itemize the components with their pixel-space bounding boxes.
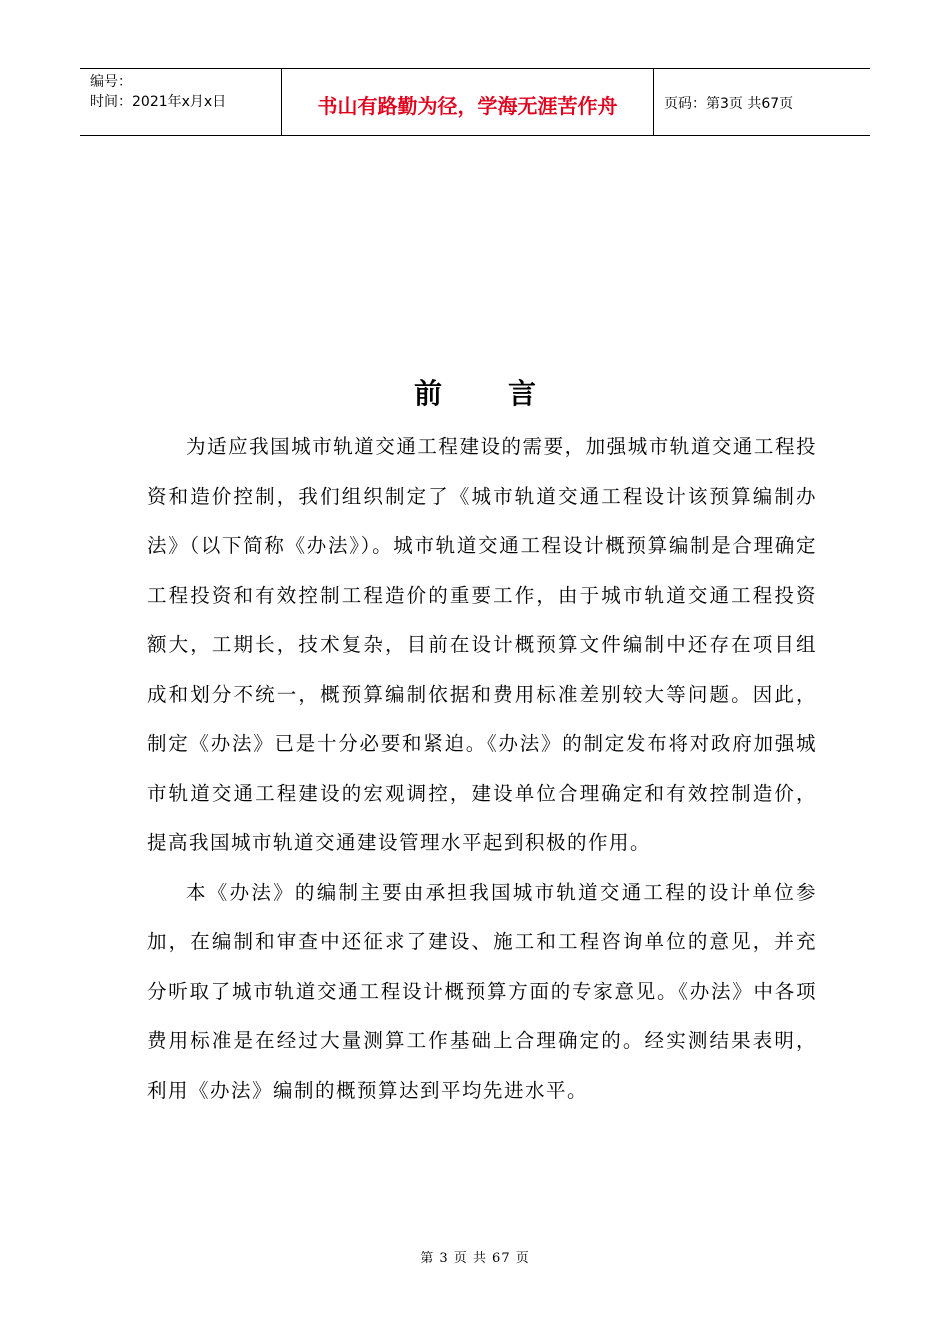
page-footer: 第 3 页 共 67 页	[420, 1251, 530, 1266]
paragraph-2: 本《办法》的编制主要由承担我国城市轨道交通工程的设计单位参加，在编制和审查中还征求了建设、施工和工程咨询单位的意见，并充分听取了城市轨道交通工程设计概预算方面的专家意见。《办法》中各项费用标准是在经过大量测算工作基础上合理确定的。经实测结果表明，利用《办法》编制的概预算达到平均先进水平。	[147, 880, 817, 1102]
title-part-1: 前	[413, 377, 442, 410]
header-motto: 书山有路勤为径，学海无涯苦作舟	[282, 69, 654, 135]
title-part-2: 言	[508, 377, 537, 410]
document-number-label: 编号：	[90, 74, 132, 90]
header-page-info: 页码：第3页 共67页	[664, 96, 794, 112]
document-body	[147, 422, 817, 1115]
document-title	[0, 372, 950, 412]
document-date: 时间：2021年x月x日	[90, 94, 227, 110]
header-meta	[80, 69, 282, 135]
page-header	[80, 68, 870, 136]
paragraph-1: 为适应我国城市轨道交通工程建设的需要，加强城市轨道交通工程投资和造价控制，我们组织制定了《城市轨道交通工程设计该预算编制办法》（以下简称《办法》）。城市轨道交通工程设计概预算编制是合理确定工程投资和有效控制工程造价的重要工作，由于城市轨道交通工程投资额大，工期长，技术复杂，目前在设计概预算文件编制中还存在项目组成和划分不统一，概预算编制依据和费用标准差别较大等问题。因此，制定《办法》已是十分必要和紧迫。《办法》的制定发布将对政府加强城市轨道交通工程建设的宏观调控，建设单位合理确定和有效控制造价，提高我国城市轨道交通建设管理水平起到积极的作用。	[147, 435, 817, 854]
